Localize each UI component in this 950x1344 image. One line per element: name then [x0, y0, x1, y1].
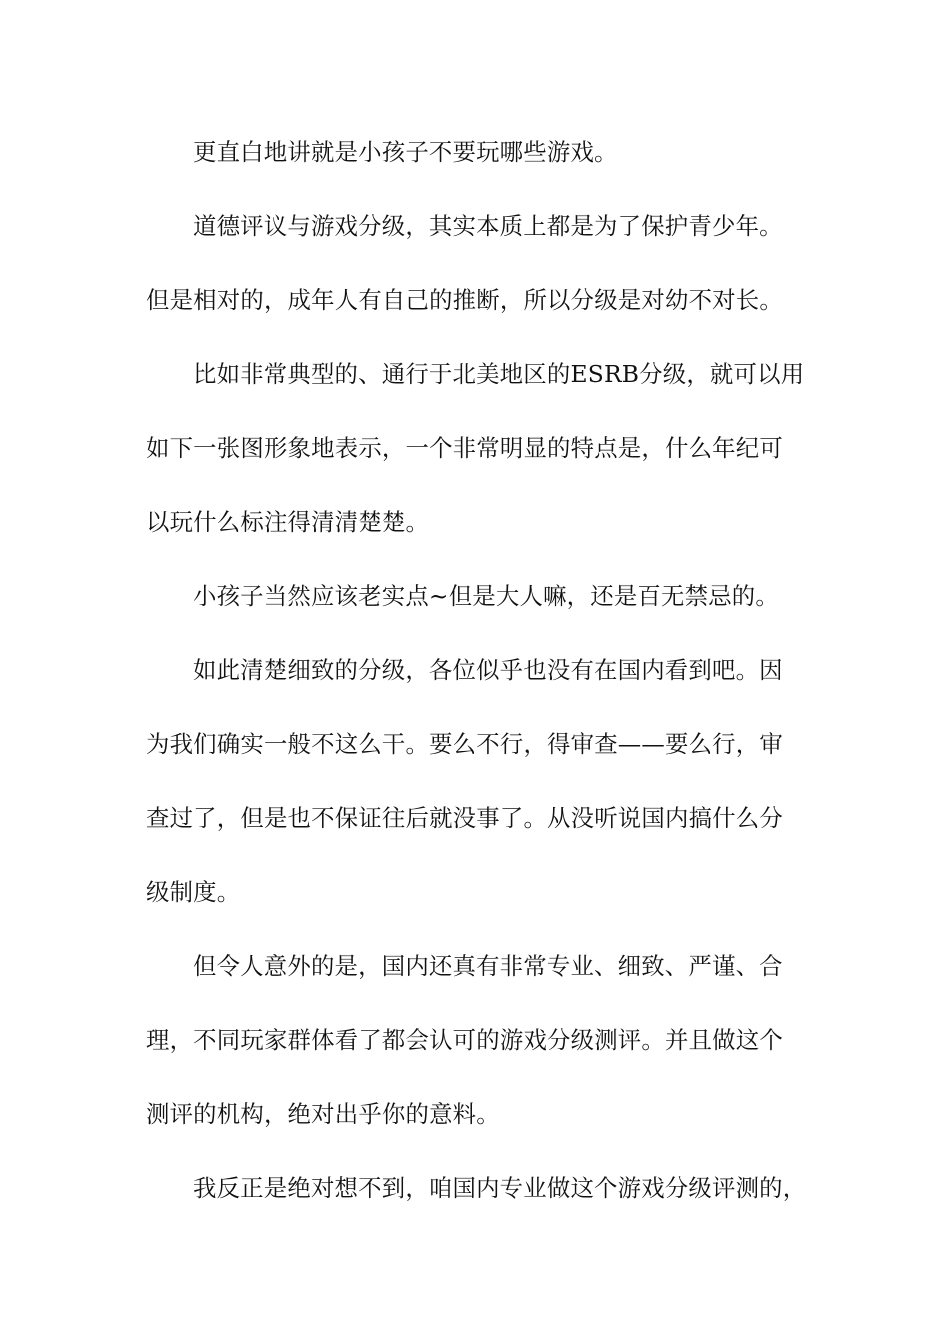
text-line: 如此清楚细致的分级，各位似乎也没有在国内看到吧。因: [193, 656, 783, 684]
text-line: 但令人意外的是，国内还真有非常专业、细致、严谨、合: [193, 952, 783, 980]
text-line: 我反正是绝对想不到，咱国内专业做这个游戏分级评测的，: [193, 1174, 807, 1202]
text-line: 查过了，但是也不保证往后就没事了。从没听说国内搞什么分: [146, 804, 783, 832]
text-line: 更直白地讲就是小孩子不要玩哪些游戏。: [193, 138, 618, 166]
text-line: 测评的机构，绝对出乎你的意料。: [146, 1100, 500, 1128]
text-line: 理，不同玩家群体看了都会认可的游戏分级测评。并且做这个: [146, 1026, 783, 1054]
text-line: 比如非常典型的、通行于北美地区的ESRB分级，就可以用: [193, 360, 805, 388]
text-line: 如下一张图形象地表示，一个非常明显的特点是，什么年纪可: [146, 434, 783, 462]
text-line: 以玩什么标注得清清楚楚。: [146, 508, 430, 536]
text-line: 道德评议与游戏分级，其实本质上都是为了保护青少年。: [193, 212, 783, 240]
text-line: 级制度。: [146, 878, 241, 906]
text-line: 小孩子当然应该老实点~但是大人嘛，还是百无禁忌的。: [193, 582, 779, 610]
text-line: 为我们确实一般不这么干。要么不行，得审查——要么行，审: [146, 730, 783, 758]
text-line: 但是相对的，成年人有自己的推断，所以分级是对幼不对长。: [146, 286, 783, 314]
